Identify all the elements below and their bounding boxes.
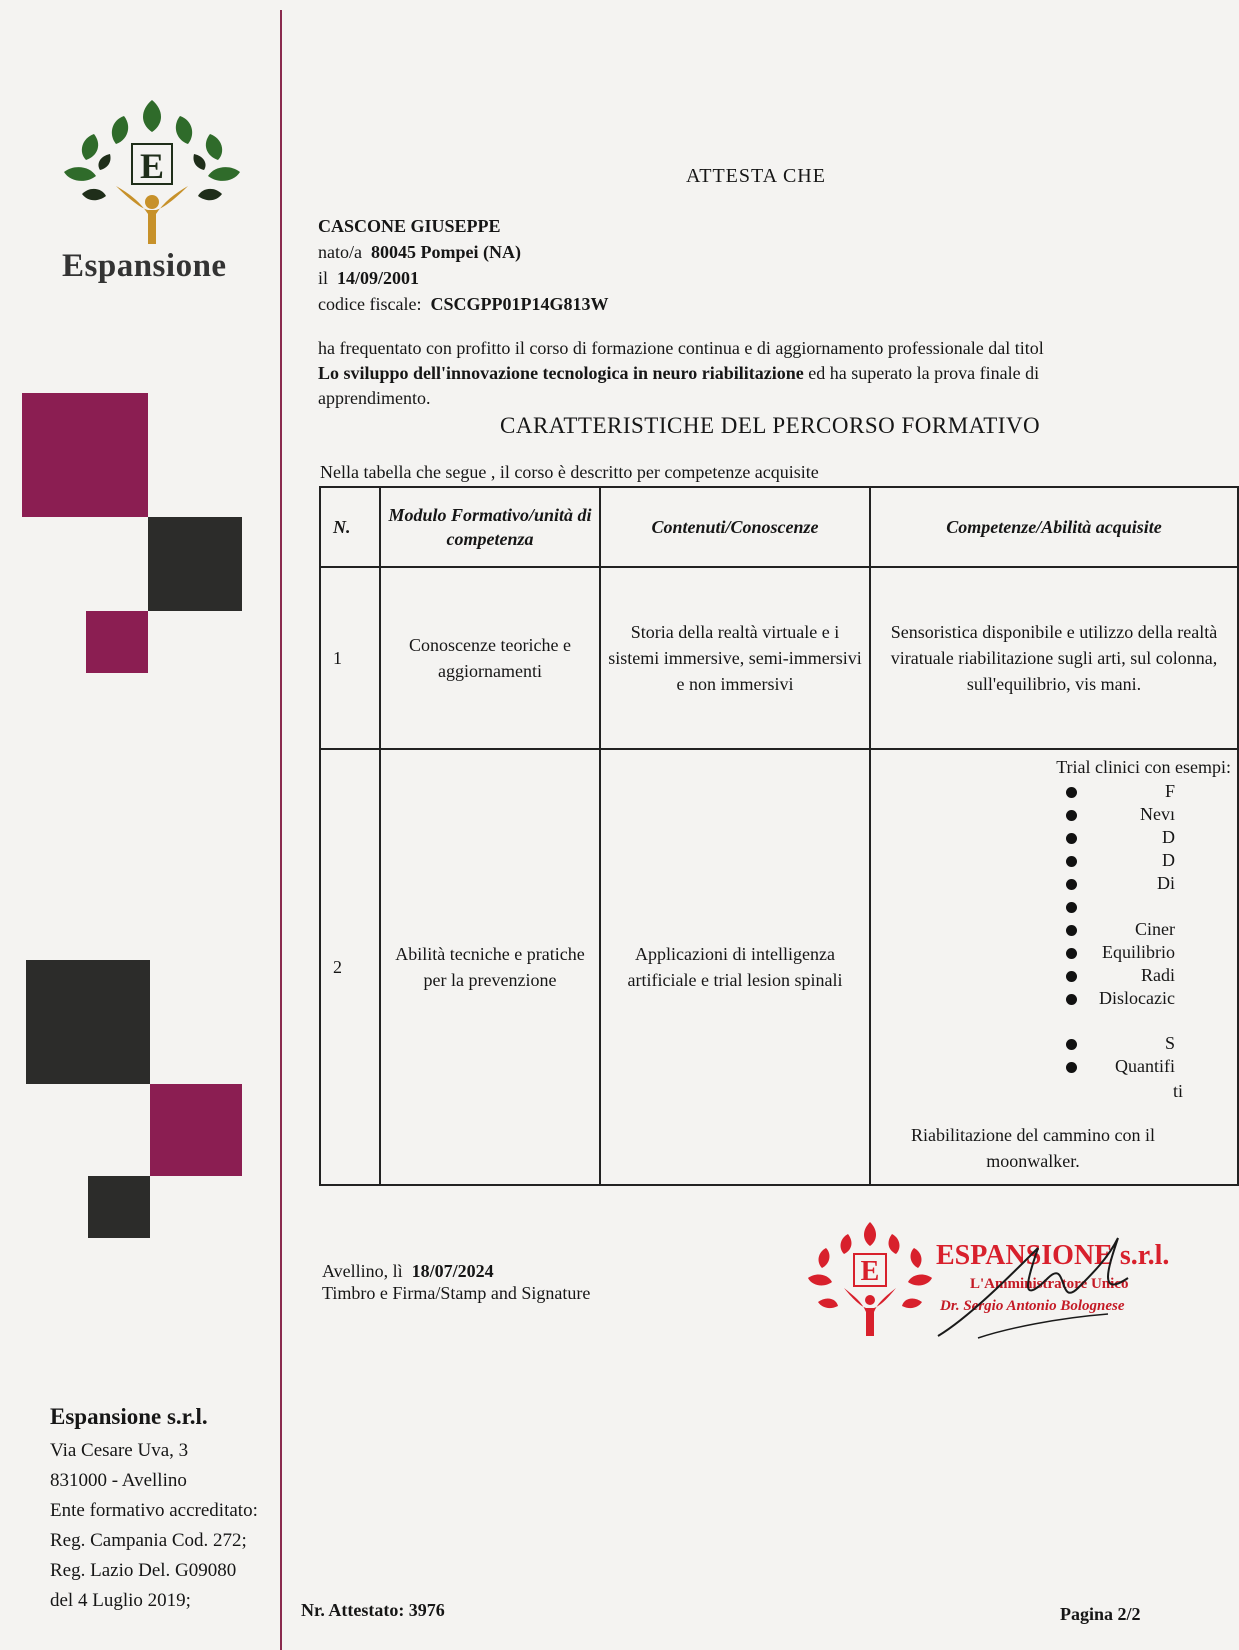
decor-square [148, 517, 242, 611]
svg-text:E: E [860, 1256, 880, 1287]
fiscal-code: CSCGPP01P14G813W [430, 294, 609, 314]
header-competenze: Competenze/Abilità acquisite [870, 487, 1238, 567]
list-item: Nevı [871, 803, 1237, 826]
row-modulo: Abilità tecniche e pratiche per la prevenzione [380, 749, 600, 1185]
address-line: Via Cesare Uva, 3 [50, 1440, 189, 1461]
issue-date: 18/07/2024 [411, 1261, 494, 1281]
logo-letter: E [139, 146, 165, 186]
list-item: D [871, 826, 1237, 849]
birth-place: 80045 Pompei (NA) [370, 242, 521, 262]
course-title: Lo sviluppo dell'innovazione tecnologica in neuro riabilitazione [318, 363, 804, 383]
trial-heading: Trial clinici con esempi: [1056, 757, 1231, 777]
address-line: del 4 Luglio 2019; [50, 1590, 191, 1611]
date-line [322, 1260, 590, 1282]
decor-square [26, 960, 150, 1084]
competence-table-wrapper [319, 486, 1231, 1186]
date-prefix: il [318, 268, 329, 288]
sidebar [0, 0, 281, 1650]
list-item: D [871, 849, 1237, 872]
address-line: Reg. Campania Cod. 272; [50, 1530, 247, 1551]
birth-prefix: nato/a [318, 242, 362, 262]
intro-paragraph [318, 336, 1179, 411]
list-item: S [871, 1032, 1237, 1055]
decor-square [150, 1084, 242, 1176]
row-competenze [870, 749, 1238, 1185]
intro-rest: ed ha superato la prova finale di [803, 363, 1040, 383]
document-title: ATTESTA CHE [686, 165, 826, 187]
company-stamp-signature-icon [808, 1218, 1180, 1348]
address-line: 831000 - Avellino [50, 1470, 187, 1491]
intro-line: ha frequentato con profitto il corso di formazione continua e di aggiornamento professionale dal titol [318, 338, 1044, 358]
stamp-label: Timbro e Firma/Stamp and Signature [322, 1283, 591, 1303]
certificate-number: Nr. Attestato: 3976 [301, 1600, 445, 1620]
espansione-logo-tree-icon [52, 98, 252, 248]
list-item: Quantifi [871, 1055, 1237, 1078]
fiscal-prefix: codice fiscale: [318, 294, 422, 314]
table-caption: Nella tabella che segue , il corso è descritto per competenze acquisite [320, 462, 819, 482]
birth-line [318, 239, 608, 265]
trial-bullet-list [871, 780, 1237, 1078]
intro-line [318, 361, 1179, 386]
address-line: Reg. Lazio Del. G09080 [50, 1560, 237, 1581]
competence-table [319, 486, 1239, 1186]
row-modulo: Conoscenze teoriche e aggiornamenti [380, 567, 600, 749]
date-signature-block [322, 1260, 590, 1304]
row-number: 2 [320, 749, 380, 1185]
stamp-company: ESPANSIONE s.r.l. [936, 1240, 1170, 1271]
header-n: N. [320, 487, 380, 567]
intro-line: apprendimento. [318, 388, 431, 408]
table-header-row [320, 487, 1238, 567]
decor-square [86, 611, 148, 673]
decor-square [22, 393, 148, 517]
logo-wordmark: Espansione [62, 248, 227, 284]
vertical-divider [280, 10, 282, 1650]
table-row [320, 749, 1238, 1185]
list-item: Dislocazic [871, 987, 1237, 1010]
list-item: Di [871, 872, 1237, 895]
place: Avellino, lì [322, 1261, 403, 1281]
date-line [318, 265, 608, 291]
page-number: Pagina 2/2 [1060, 1604, 1141, 1624]
company-name: Espansione s.r.l. [50, 1404, 208, 1429]
address-line: Ente formativo accreditato: [50, 1500, 258, 1521]
list-item [871, 895, 1237, 918]
list-item: F [871, 780, 1237, 803]
section-title: CARATTERISTICHE DEL PERCORSO FORMATIVO [500, 413, 1041, 438]
company-address [50, 1402, 258, 1616]
person-name: CASCONE GIUSEPPE [318, 216, 501, 236]
table-row [320, 567, 1238, 749]
row-contenuti: Applicazioni di intelligenza artificiale e trial lesion spinali [600, 749, 870, 1185]
moonwalker-text: Riabilitazione del cammino con il moonwalker. [911, 1125, 1155, 1171]
row-number: 1 [320, 567, 380, 749]
birth-date: 14/09/2001 [337, 268, 420, 288]
decor-square [88, 1176, 150, 1238]
list-item: Radi [871, 964, 1237, 987]
bullet-tail: ti [1172, 1081, 1183, 1101]
header-contenuti: Contenuti/Conoscenze [600, 487, 870, 567]
list-item: Equilibrio [871, 941, 1237, 964]
header-modulo: Modulo Formativo/unità di competenza [380, 487, 600, 567]
row-contenuti: Storia della realtà virtuale e i sistemi immersive, semi-immersivi e non immersivi [600, 567, 870, 749]
list-item: Ciner [871, 918, 1237, 941]
fiscal-line [318, 291, 608, 317]
stamp-person: Dr. Sergio Antonio Bolognese [940, 1298, 1125, 1314]
stamp-role: L'Amministratore Unico [970, 1276, 1129, 1292]
row-competenze: Sensoristica disponibile e utilizzo della realtà viratuale riabilitazione sugli arti, sul colonna, sull'equilibrio, vis mani. [870, 567, 1238, 749]
person-details [318, 213, 608, 317]
